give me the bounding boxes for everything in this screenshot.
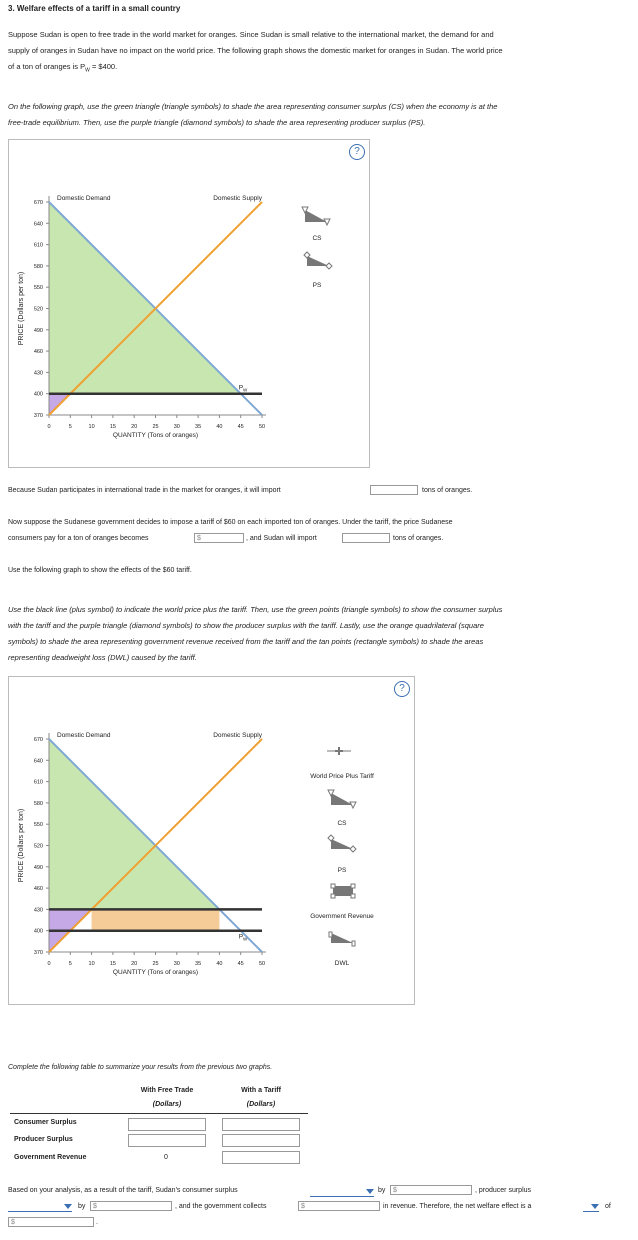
pw-label: $P_W$ bbox=[238, 384, 248, 393]
dwl-legend-label: DWL bbox=[334, 960, 350, 967]
rectangle-symbol bbox=[352, 941, 355, 946]
cs-symbol-fill bbox=[305, 210, 327, 222]
cs-legend-label: CS bbox=[337, 820, 347, 827]
y-tick-label: 460 bbox=[33, 886, 43, 893]
pw-label: $P_W$ bbox=[238, 933, 248, 942]
x-tick-label: 5 bbox=[68, 961, 72, 967]
x-tick-label: 15 bbox=[109, 424, 116, 430]
x-tick-label: 10 bbox=[88, 424, 95, 430]
table-divider bbox=[10, 1113, 308, 1114]
x-tick-label: 45 bbox=[237, 961, 244, 967]
x-tick-label: 30 bbox=[173, 961, 180, 967]
x-tick-label: 5 bbox=[68, 424, 72, 430]
x-axis-label: QUANTITY (Tons of oranges) bbox=[112, 432, 199, 439]
y-tick-label: 670 bbox=[33, 200, 43, 206]
y-tick-label: 370 bbox=[33, 950, 43, 956]
final-end: . bbox=[96, 1219, 98, 1226]
ps-direction-dropdown[interactable] bbox=[8, 1201, 72, 1212]
x-tick-label: 0 bbox=[47, 961, 51, 967]
final-text-c: , and the government collects bbox=[175, 1203, 267, 1210]
supply-label: Domestic Supply bbox=[213, 195, 262, 202]
demand-label: Domestic Demand bbox=[57, 195, 111, 202]
y-tick-label: 580 bbox=[33, 263, 43, 270]
cs-free-trade-input[interactable] bbox=[128, 1118, 206, 1131]
question-title: 3. Welfare effects of a tariff in a small country bbox=[8, 4, 181, 13]
ps-symbol-fill bbox=[307, 256, 329, 266]
area-government-revenue bbox=[92, 909, 220, 930]
x-tick-label: 35 bbox=[195, 424, 202, 430]
diamond-symbol bbox=[350, 846, 356, 852]
row-label-ps: Producer Surplus bbox=[14, 1136, 73, 1143]
x-tick-label: 25 bbox=[152, 961, 159, 967]
ps-legend-label: PS bbox=[337, 867, 347, 874]
y-tick-label: 430 bbox=[33, 370, 43, 377]
y-tick-label: 520 bbox=[33, 306, 43, 313]
gov-free-trade-value: 0 bbox=[164, 1154, 168, 1161]
gov-revenue-legend-label: Government Revenue bbox=[310, 913, 374, 920]
instruction-2b: with the tariff and the purple triangle (diamond symbols) to show the producer surplus with the tariff. Lastly, use the orange quadrilateral (square bbox=[8, 621, 484, 630]
chevron-down-icon bbox=[591, 1204, 599, 1209]
y-tick-label: 490 bbox=[33, 864, 43, 871]
import-suffix: tons of oranges. bbox=[422, 487, 473, 494]
final-by-2: by bbox=[78, 1203, 86, 1210]
final-by-1: by bbox=[378, 1187, 386, 1194]
import-question: Because Sudan participates in international trade in the market for oranges, it will import bbox=[8, 487, 281, 494]
dwl-symbol-fill bbox=[331, 933, 353, 943]
x-tick-label: 20 bbox=[131, 424, 138, 430]
chevron-down-icon bbox=[64, 1204, 72, 1209]
y-tick-label: 430 bbox=[33, 907, 43, 914]
col-free-trade: With Free Trade bbox=[140, 1087, 194, 1094]
intro-line-2: supply of oranges in Sudan have no impact on the world price. The following graph shows the domestic market for oranges in Sudan. The world price bbox=[8, 46, 503, 55]
dwl-legend-icon bbox=[329, 932, 355, 946]
graph-1-svg[interactable] bbox=[9, 140, 369, 467]
final-text-b: , producer surplus bbox=[475, 1187, 532, 1194]
x-tick-label: 25 bbox=[152, 424, 159, 430]
y-tick-label: 640 bbox=[33, 221, 43, 228]
x-tick-label: 45 bbox=[237, 424, 244, 430]
cs-tariff-input[interactable] bbox=[222, 1118, 300, 1131]
y-tick-label: 550 bbox=[33, 822, 43, 829]
graph-1-panel bbox=[8, 139, 370, 468]
x-tick-label: 50 bbox=[258, 961, 266, 967]
cs-change-input[interactable]: $ bbox=[390, 1185, 472, 1195]
demand-label: Domestic Demand bbox=[57, 732, 111, 739]
x-axis-label: QUANTITY (Tons of oranges) bbox=[112, 969, 199, 976]
pw-sub: W bbox=[243, 936, 248, 942]
gov-revenue-input[interactable]: $ bbox=[298, 1201, 380, 1211]
rectangle-symbol bbox=[329, 932, 332, 937]
graph-2-svg[interactable] bbox=[9, 677, 414, 1004]
square-symbol bbox=[351, 884, 355, 888]
square-symbol bbox=[351, 894, 355, 898]
intro-line-3: of a ton of oranges is $P_W$ = $400. bbox=[8, 62, 118, 74]
instruction-2a: Use the black line (plus symbol) to indicate the world price plus the tariff. Then, use the green points (triangle symbols) to show the consumer surplus bbox=[8, 605, 503, 614]
chevron-down-icon bbox=[366, 1189, 374, 1194]
gov-revenue-legend-icon bbox=[331, 884, 355, 898]
table-intro: Complete the following table to summarize your results from the previous two graphs. bbox=[8, 1064, 273, 1071]
y-tick-label: 640 bbox=[33, 758, 43, 765]
cs-direction-dropdown[interactable] bbox=[310, 1186, 374, 1197]
col-tariff: With a Tariff bbox=[241, 1087, 281, 1094]
ps-free-trade-input[interactable] bbox=[128, 1134, 206, 1147]
x-tick-label: 15 bbox=[109, 961, 116, 967]
y-tick-label: 610 bbox=[33, 242, 43, 249]
intro-line-1: Suppose Sudan is open to free trade in the world market for oranges. Since Sudan is small relative to the international market, the demand for and bbox=[8, 30, 494, 39]
welfare-direction-dropdown[interactable] bbox=[583, 1201, 599, 1212]
tariff-question-2: consumers pay for a ton of oranges becomes bbox=[8, 535, 149, 542]
col-tariff-unit: (Dollars) bbox=[246, 1101, 276, 1108]
x-tick-label: 40 bbox=[216, 424, 223, 430]
x-tick-label: 50 bbox=[258, 424, 266, 430]
y-tick-label: 370 bbox=[33, 413, 43, 419]
y-axis-label: PRICE (Dollars per ton) bbox=[18, 271, 25, 346]
square-symbol bbox=[331, 894, 335, 898]
y-tick-label: 400 bbox=[33, 391, 43, 398]
row-label-cs: Consumer Surplus bbox=[14, 1119, 77, 1126]
pw-sub: W bbox=[243, 387, 248, 393]
y-tick-label: 460 bbox=[33, 349, 43, 356]
instruction-1a: On the following graph, use the green triangle (triangle symbols) to shade the area representing consumer surplus (CS) when the economy is at the bbox=[8, 102, 498, 111]
tariff-question-1: Now suppose the Sudanese government decides to impose a tariff of $60 on each imported ton of oranges. Under the tariff, the price Sudanese bbox=[8, 519, 453, 526]
world-price-plus-tariff-legend-icon bbox=[327, 747, 351, 755]
row-label-gov: Government Revenue bbox=[14, 1154, 87, 1161]
ps-symbol-fill bbox=[331, 839, 353, 849]
cs-legend-label: CS bbox=[312, 235, 322, 242]
final-text-a: Based on your analysis, as a result of the tariff, Sudan's consumer surplus bbox=[8, 1187, 238, 1194]
ps-legend-label: PS bbox=[312, 282, 322, 289]
ps-legend-icon bbox=[328, 835, 356, 852]
x-tick-label: 10 bbox=[88, 961, 95, 967]
use-graph-text: Use the following graph to show the effects of the $60 tariff. bbox=[8, 567, 192, 574]
y-tick-label: 580 bbox=[33, 800, 43, 807]
imports-tariff-input[interactable] bbox=[342, 533, 390, 543]
ps-tariff-input[interactable] bbox=[222, 1134, 300, 1147]
gov-tariff-input[interactable] bbox=[222, 1151, 300, 1164]
ps-change-input[interactable]: $ bbox=[90, 1201, 172, 1211]
x-tick-label: 35 bbox=[195, 961, 202, 967]
col-free-trade-unit: (Dollars) bbox=[152, 1101, 182, 1108]
imports-free-trade-input[interactable] bbox=[370, 485, 418, 495]
ps-legend-icon bbox=[304, 252, 332, 269]
final-text-e: of bbox=[605, 1203, 611, 1210]
net-welfare-input[interactable]: $ bbox=[8, 1217, 94, 1227]
tariff-price-input[interactable]: $ bbox=[194, 533, 244, 543]
final-text-d: in revenue. Therefore, the net welfare effect is a bbox=[383, 1203, 532, 1210]
cs-symbol-fill bbox=[331, 793, 353, 805]
instruction-1b: free-trade equilibrium. Then, use the purple triangle (diamond symbols) to shade the area representing producer surplus (PS). bbox=[8, 118, 426, 127]
instruction-2d: representing deadweight loss (DWL) caused by the tariff. bbox=[8, 653, 197, 662]
help-icon[interactable]: ? bbox=[394, 681, 410, 697]
instruction-2c: symbols) to shade the area representing government revenue received from the tariff and the tan points (rectangle symbols) to shade the areas bbox=[8, 637, 484, 646]
y-axis-label: PRICE (Dollars per ton) bbox=[18, 808, 25, 883]
x-tick-label: 40 bbox=[216, 961, 223, 967]
x-tick-label: 30 bbox=[173, 424, 180, 430]
y-tick-label: 520 bbox=[33, 843, 43, 850]
cs-legend-icon bbox=[328, 790, 356, 808]
tariff-question-3: , and Sudan will import bbox=[246, 535, 317, 542]
y-tick-label: 610 bbox=[33, 779, 43, 786]
help-icon[interactable]: ? bbox=[349, 144, 365, 160]
y-tick-label: 550 bbox=[33, 285, 43, 292]
x-tick-label: 20 bbox=[131, 961, 138, 967]
y-tick-label: 670 bbox=[33, 737, 43, 743]
supply-label: Domestic Supply bbox=[213, 732, 262, 739]
rev-symbol-fill bbox=[333, 886, 353, 896]
graph-2-panel bbox=[8, 676, 415, 1005]
cs-legend-icon bbox=[302, 207, 330, 225]
diamond-symbol bbox=[326, 263, 332, 269]
square-symbol bbox=[331, 884, 335, 888]
wppt-legend-label: World Price Plus Tariff bbox=[310, 773, 374, 780]
tariff-question-4: tons of oranges. bbox=[393, 535, 444, 542]
y-tick-label: 400 bbox=[33, 928, 43, 935]
x-tick-label: 0 bbox=[47, 424, 51, 430]
y-tick-label: 490 bbox=[33, 327, 43, 334]
